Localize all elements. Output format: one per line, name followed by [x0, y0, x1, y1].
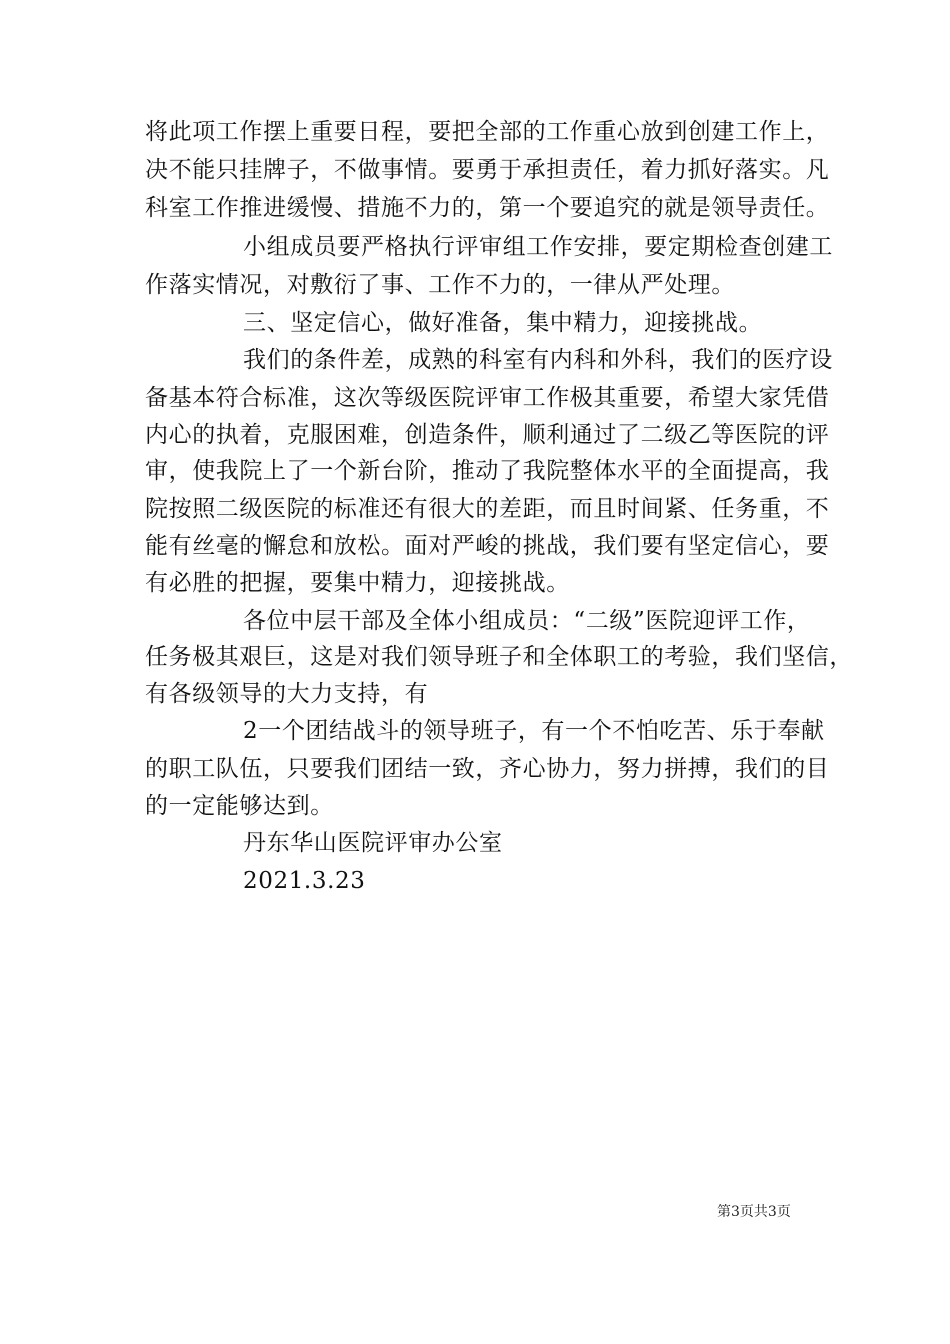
text-line-5: 作落实情况，对敷衍了事、工作不力的，一律从严处理。	[145, 272, 735, 298]
text-line-11: 院按照二级医院的标准还有很大的差距，而且时间紧、任务重，不	[145, 496, 830, 522]
text-line-7: 我们的条件差，成熟的科室有内科和外科，我们的医疗设	[243, 347, 833, 373]
signature-date: 2021.3.23	[243, 868, 366, 894]
text-line-1: 将此项工作摆上重要日程，要把全部的工作重心放到创建工作上，	[145, 119, 830, 145]
text-line-17: 2一个团结战斗的领导班子，有一个不怕吃苦、乐于奉献	[243, 718, 825, 744]
text-line-14: 各位中层干部及全体小组成员：“二级”医院迎评工作，	[243, 608, 811, 634]
text-line-13: 有必胜的把握，要集中精力，迎接挑战。	[145, 570, 570, 596]
page-number-footer: 第3页共3页	[717, 1204, 791, 1220]
text-line-12: 能有丝毫的懈怠和放松。面对严峻的挑战，我们要有坚定信心，要	[145, 533, 830, 559]
text-line-8: 备基本符合标准，这次等级医院评审工作极其重要，希望大家凭借	[145, 385, 830, 411]
text-line-9: 内心的执着，克服困难，创造条件，顺利通过了二级乙等医院的评	[145, 422, 830, 448]
text-line-19: 的一定能够达到。	[145, 793, 334, 819]
text-line-15: 任务极其艰巨，这是对我们领导班子和全体职工的考验，我们坚信，	[145, 644, 853, 670]
text-line-3: 科室工作推进缓慢、措施不力的，第一个要追究的就是领导责任。	[145, 195, 830, 221]
text-line-10: 审，使我院上了一个新台阶，推动了我院整体水平的全面提高，我	[145, 458, 830, 484]
section-heading: 三、坚定信心，做好准备，集中精力，迎接挑战。	[243, 310, 763, 336]
text-line-18: 的职工队伍，只要我们团结一致，齐心协力，努力拼搏，我们的目	[145, 756, 830, 782]
text-line-4: 小组成员要严格执行评审组工作安排，要定期检查创建工	[243, 234, 833, 260]
signature-organization: 丹东华山医院评审办公室	[243, 830, 503, 856]
text-line-2: 决不能只挂牌子，不做事情。要勇于承担责任，着力抓好落实。凡	[145, 157, 830, 183]
text-line-16: 有各级领导的大力支持，有	[145, 681, 429, 707]
